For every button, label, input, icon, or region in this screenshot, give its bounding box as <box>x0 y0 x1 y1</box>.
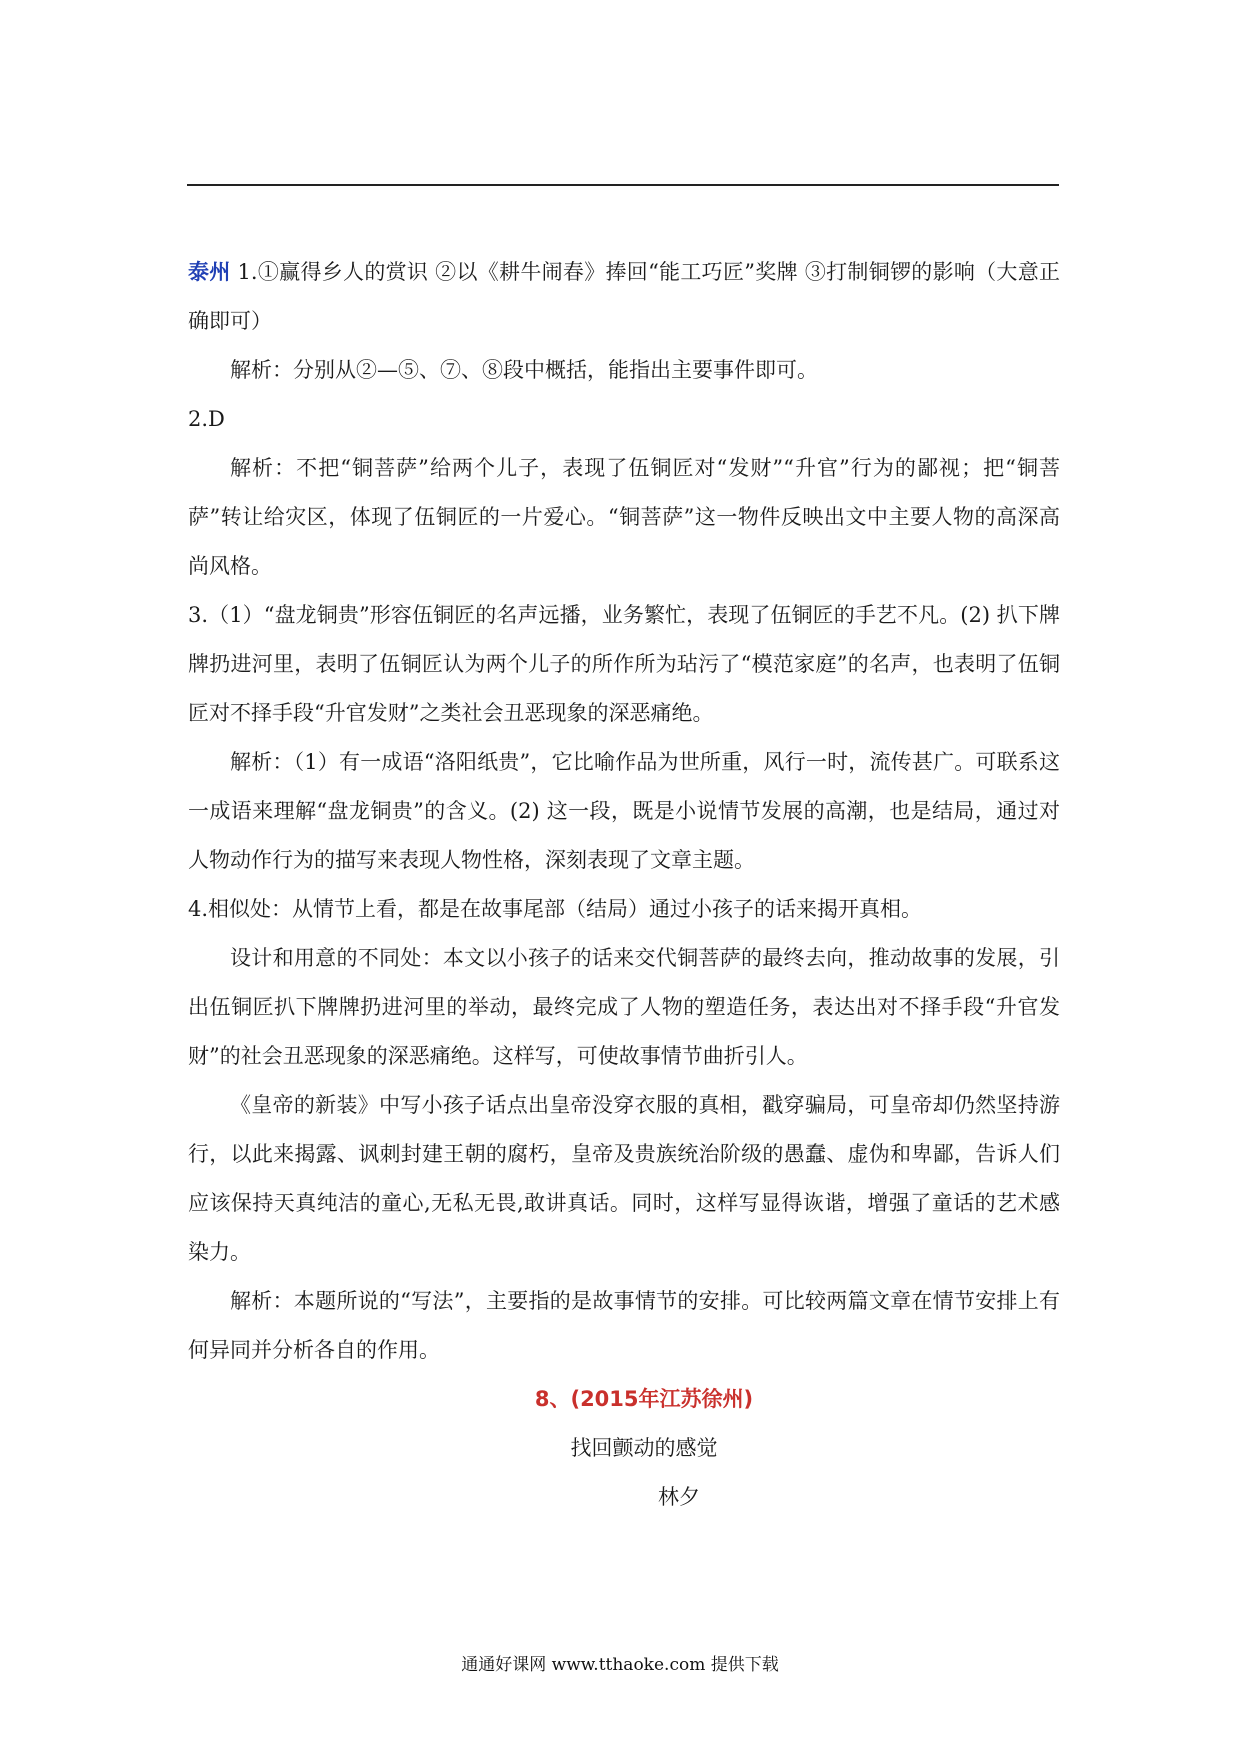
document-body <box>188 248 1060 1522</box>
page-footer: 通通好课网 www.tthaoke.com 提供下载 <box>461 1655 779 1675</box>
answer-paragraph-2: 2.D <box>188 407 225 431</box>
analysis-paragraph-1: 解析：分别从②—⑤、⑦、⑧段中概括，能指出主要事件即可。 <box>230 358 818 382</box>
region-label: 泰州 <box>188 260 231 284</box>
analysis-paragraph-2: 解析：不把“铜菩萨”给两个儿子，表现了伍铜匠对“发财”“升官”行为的鄙视；把“铜菩萨”转让给灾区，体现了伍铜匠的一片爱心。“铜菩萨”这一物件反映出文中主要人物的高深高尚风格。 <box>188 456 1060 578</box>
header-rule <box>187 184 1059 186</box>
article-title: 找回颤动的感觉 <box>570 1436 718 1460</box>
answer-paragraph-1 <box>188 248 1060 346</box>
answer-paragraph-4-difference: 设计和用意的不同处：本文以小孩子的话来交代铜菩萨的最终去向，推动故事的发展，引出伍铜匠扒下牌牌扔进河里的举动，最终完成了人物的塑造任务，表达出对不择手段“升官发财”的社会丑恶现象的深恶痛绝。这样写，可使故事情节曲折引人。 <box>188 946 1060 1068</box>
article-author: 林夕 <box>658 1485 700 1509</box>
analysis-paragraph-4: 解析：本题所说的“写法”，主要指的是故事情节的安排。可比较两篇文章在情节安排上有何异同并分析各自的作用。 <box>188 1289 1060 1362</box>
section-title: 8、(2015年江苏徐州) <box>534 1387 754 1411</box>
analysis-paragraph-3: 解析：（1）有一成语“洛阳纸贵”，它比喻作品为世所重，风行一时，流传甚广。可联系这一成语来理解“盘龙铜贵”的含义。(2) 这一段，既是小说情节发展的高潮，也是结局，通过对人物动作行为的描写来表现人物性格，深刻表现了文章主题。 <box>188 750 1060 872</box>
answer-paragraph-4-comparison: 《皇帝的新装》中写小孩子话点出皇帝没穿衣服的真相，戳穿骗局，可皇帝却仍然坚持游行，以此来揭露、讽刺封建王朝的腐朽，皇帝及贵族统治阶级的愚蠢、虚伪和卑鄙，告诉人们应该保持天真纯洁的童心,无私无畏,敢讲真话。同时，这样写显得诙谐，增强了童话的艺术感染力。 <box>188 1093 1060 1264</box>
answer-paragraph-4: 4.相似处：从情节上看，都是在故事尾部（结局）通过小孩子的话来揭开真相。 <box>188 897 923 921</box>
answer-1-text: 1.①赢得乡人的赏识 ②以《耕牛闹春》捧回“能工巧匠”奖牌 ③打制铜锣的影响（大意正确即可） <box>188 260 1061 333</box>
answer-paragraph-3: 3.（1）“盘龙铜贵”形容伍铜匠的名声远播，业务繁忙，表现了伍铜匠的手艺不凡。(2) 扒下牌牌扔进河里，表明了伍铜匠认为两个儿子的所作所为玷污了“模范家庭”的名声，也表明了伍铜匠对不择手段“升官发财”之类社会丑恶现象的深恶痛绝。 <box>188 603 1060 725</box>
